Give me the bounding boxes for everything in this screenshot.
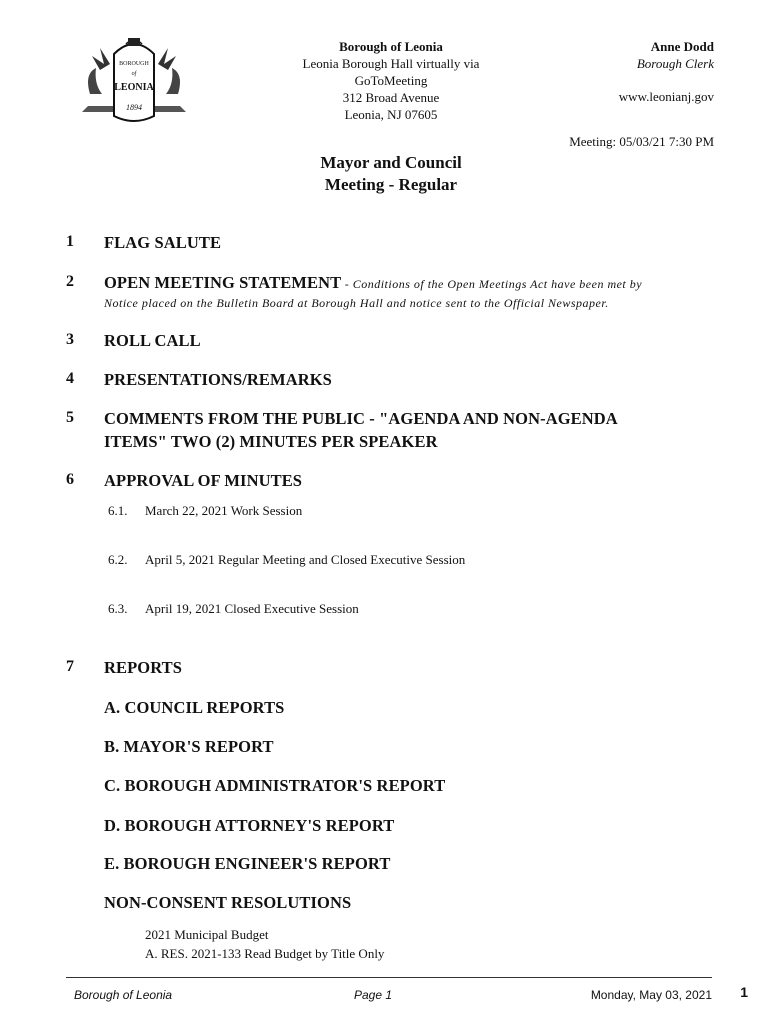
item-number: 5 [66,409,74,426]
report-item: B. MAYOR'S REPORT [104,737,274,756]
sub-item-number: 6.1. [108,503,128,518]
page-title [270,152,512,196]
agenda-item-continued: ITEMS" TWO (2) MINUTES PER SPEAKER [104,432,438,451]
agenda-item: REPORTS [104,658,183,677]
borough-seal [80,34,188,126]
agenda-item-note: - Conditions of the Open Meetings Act have been met by [341,277,643,291]
title-line: Meeting - Regular [324,175,458,194]
item-number: 4 [66,370,74,387]
resolution-item: A. RES. 2021-133 Read Budget by Title Only [145,946,385,961]
page-number: 1 [740,984,748,1000]
agenda-item-note-continued: Notice placed on the Bulletin Board at Borough Hall and notice sent to the Official Newspaper. [104,296,609,310]
agenda-item: ROLL CALL [104,331,201,350]
seal-line-4: 1894 [126,103,142,112]
footer-org: Borough of Leonia [74,988,173,1002]
location-line: GoToMeeting [354,73,428,88]
header-right [619,38,714,105]
footer-date: Monday, May 03, 2021 [590,988,712,1002]
sub-item-number: 6.2. [108,552,128,567]
location-line: Leonia, NJ 07605 [344,107,438,122]
item-number: 2 [66,273,74,290]
report-item: C. BOROUGH ADMINISTRATOR'S REPORT [104,776,446,795]
minutes-item: April 5, 2021 Regular Meeting and Closed Executive Session [145,552,466,567]
agenda-item [104,273,642,293]
title-line: Mayor and Council [320,153,462,172]
item-number: 3 [66,331,74,348]
item-number: 7 [66,658,74,675]
agenda-item: FLAG SALUTE [104,233,222,252]
item-number: 6 [66,471,74,488]
meeting-datetime: Meeting: 05/03/21 7:30 PM [569,134,714,149]
seal-line-3: LEONIA [114,82,154,93]
clerk-title: Borough Clerk [636,56,714,71]
item-number: 1 [66,233,74,250]
seal-line-1: BOROUGH [119,61,149,67]
sub-item-number: 6.3. [108,601,128,616]
minutes-item: April 19, 2021 Closed Executive Session [145,601,359,616]
report-item: A. COUNCIL REPORTS [104,698,285,717]
agenda-item: APPROVAL OF MINUTES [104,471,303,490]
report-item: NON-CONSENT RESOLUTIONS [104,893,352,912]
clerk-name: Anne Dodd [650,39,714,54]
footer-rule [66,977,712,978]
org-name: Borough of Leonia [339,39,443,54]
agenda-item-label: OPEN MEETING STATEMENT [104,273,342,292]
website-link[interactable]: www.leonianj.gov [618,89,714,104]
minutes-item: March 22, 2021 Work Session [145,503,303,518]
seal-line-2: of [131,71,137,77]
agenda-item: COMMENTS FROM THE PUBLIC - "AGENDA AND NON-AGENDA [104,409,618,428]
header-center [270,38,512,123]
agenda-item: PRESENTATIONS/REMARKS [104,370,332,389]
report-item: D. BOROUGH ATTORNEY'S REPORT [104,816,395,835]
footer-page: Page 1 [354,988,393,1002]
location-line: 312 Broad Avenue [342,90,440,105]
resolution-heading: 2021 Municipal Budget [145,927,269,942]
location-line: Leonia Borough Hall virtually via [302,56,480,71]
report-item: E. BOROUGH ENGINEER'S REPORT [104,854,391,873]
